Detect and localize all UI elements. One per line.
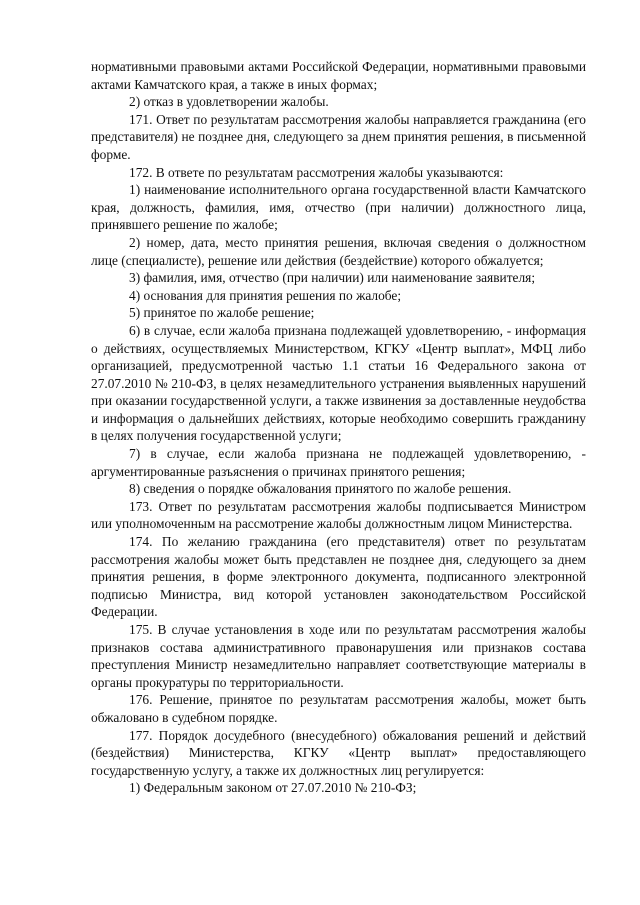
paragraph-172-item-8: 8) сведения о порядке обжалования принятого по жалобе решения. bbox=[129, 481, 512, 497]
paragraph-174: 174. По желанию гражданина (его представителя) ответ по результатам рассмотрения жалобы может быть представлен не позднее дня, следующего за днем принятия решения, в форме электронного документа, подписанного электронной подписью Министра, вид которой установлен законодательством Российской Федерации. bbox=[91, 534, 586, 620]
paragraph-172: 172. В ответе по результатам рассмотрения жалобы указываются: bbox=[129, 164, 504, 180]
paragraph-172-item-4: 4) основания для принятия решения по жалобе; bbox=[129, 287, 402, 303]
paragraph-177-item-1: 1) Федеральным законом от 27.07.2010 № 210-ФЗ; bbox=[129, 780, 417, 796]
paragraph-171: 171. Ответ по результатам рассмотрения жалобы направляется гражданина (его представителя) не позднее дня, следующего за днем принятия решения, в письменной форме. bbox=[91, 111, 586, 162]
paragraph-176: 176. Решение, принятое по результатам рассмотрения жалобы, может быть обжаловано в судебном порядке. bbox=[91, 692, 586, 725]
paragraph-continuation: нормативными правовыми актами Российской Федерации, нормативными правовыми актами Камчатского края, а также в иных формах; bbox=[91, 59, 586, 92]
paragraph-list-item-2-refusal: 2) отказ в удовлетворении жалобы. bbox=[129, 94, 329, 110]
paragraph-172-item-5: 5) принятое по жалобе решение; bbox=[129, 305, 315, 321]
paragraph-173: 173. Ответ по результатам рассмотрения жалобы подписывается Министром или уполномоченным на рассмотрение жалобы должностным лицом Министерства. bbox=[91, 498, 586, 532]
paragraph-175: 175. В случае установления в ходе или по результатам рассмотрения жалобы признаков состава административного правонарушения или признаков состава преступления Министр незамедлительно направляет соответствующие материалы в органы прокуратуры по территориальности. bbox=[91, 622, 586, 690]
paragraph-172-item-6: 6) в случае, если жалоба признана подлежащей удовлетворению, - информация о действиях, осуществляемых Министерством, КГКУ «Центр выплат», МФЦ либо организацией, предусмотренной частью 1.1 статьи 16 Федерального закона от 27.07.2010 № 210-ФЗ, в целях незамедлительного устранения выявленных нарушений при оказании государственной услуги, а также извинения за доставленные неудобства и информация о дальнейших действиях, которые необходимо совершить гражданину в целях получения государственной услуги; bbox=[91, 322, 586, 444]
paragraph-177: 177. Порядок досудебного (внесудебного) обжалования решений и действий (бездействия) Министерства, КГКУ «Центр выплат» предоставляющего государственную услугу, а также их должностных лиц регулируется: bbox=[91, 727, 586, 778]
paragraph-172-item-7: 7) в случае, если жалоба признана не подлежащей удовлетворению, - аргументированные разъяснения о причинах принятого решения; bbox=[91, 446, 586, 479]
paragraph-172-item-1: 1) наименование исполнительного органа государственной власти Камчатского края, должность, фамилия, имя, отчество (при наличии) должностного лица, принявшего решение по жалобе; bbox=[91, 182, 586, 233]
paragraph-172-item-2: 2) номер, дата, место принятия решения, включая сведения о должностном лице (специалисте), решение или действия (бездействие) которого обжалуется; bbox=[91, 234, 586, 268]
paragraph-172-item-3: 3) фамилия, имя, отчество (при наличии) или наименование заявителя; bbox=[129, 270, 536, 286]
